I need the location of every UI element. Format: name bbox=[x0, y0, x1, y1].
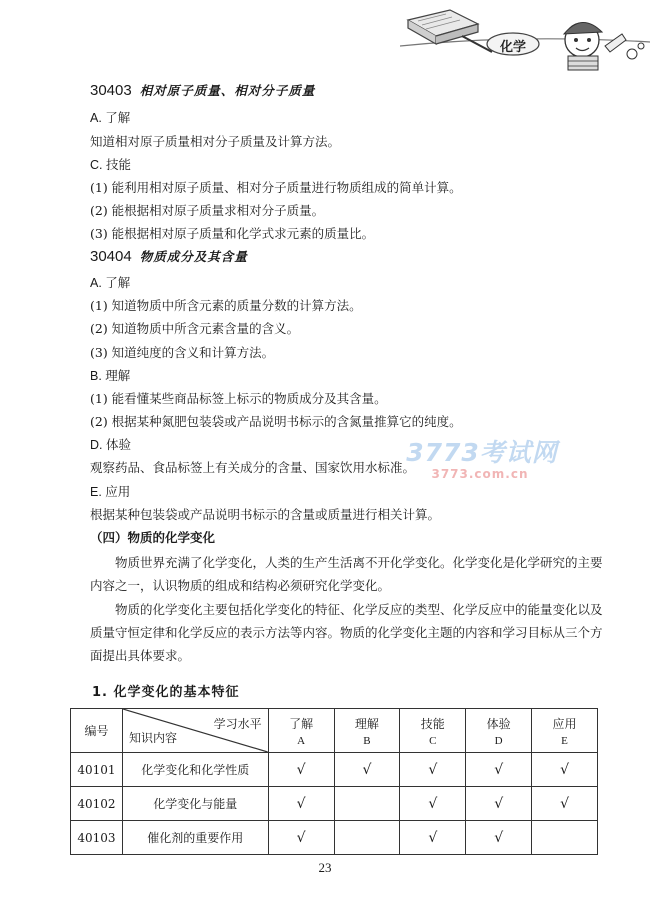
header-level-d: 体验 D bbox=[466, 709, 532, 753]
check-mark: √ bbox=[400, 753, 466, 787]
row-code: 40102 bbox=[71, 787, 123, 821]
row-content: 化学变化和化学性质 bbox=[122, 753, 268, 787]
list-item: (3) 能根据相对原子质量和化学式求元素的质量比。 bbox=[90, 226, 375, 241]
section-code: 30403 bbox=[90, 82, 132, 99]
paragraph: 物质的化学变化主要包括化学变化的特征、化学反应的类型、化学反应中的能量变化以及质量守恒定律和化学反应的表示方法等内容。物质的化学变化主题的内容和学习目标从三个方面提出具体要求。 bbox=[90, 602, 603, 663]
watermark-logo: 3773考试网 bbox=[406, 438, 558, 467]
header-diagonal bbox=[122, 709, 268, 753]
paragraph: 物质世界充满了化学变化，人类的生产生活离不开化学变化。化学变化是化学研究的主要内容之一，认识物质的组成和结构必须研究化学变化。 bbox=[90, 555, 603, 593]
level-label: E. 应用 bbox=[90, 485, 131, 499]
subject-badge: 化学 bbox=[499, 40, 526, 55]
level-label: D. 体验 bbox=[90, 438, 131, 452]
header-level-e: 应用 E bbox=[532, 709, 598, 753]
row-code: 40103 bbox=[71, 821, 123, 855]
subsection-title: 1. 化学变化的基本特征 bbox=[92, 685, 240, 700]
table-row bbox=[71, 787, 598, 821]
check-mark: √ bbox=[532, 753, 598, 787]
section-code: 30404 bbox=[90, 248, 132, 265]
list-item: (1) 知道物质中所含元素的质量分数的计算方法。 bbox=[90, 298, 362, 313]
header-level-b: 理解 B bbox=[334, 709, 400, 753]
check-mark: √ bbox=[268, 787, 334, 821]
list-item: (2) 能根据相对原子质量求相对分子质量。 bbox=[90, 203, 325, 218]
table-row bbox=[71, 753, 598, 787]
list-item: (2) 知道物质中所含元素含量的含义。 bbox=[90, 321, 300, 336]
check-mark: √ bbox=[532, 787, 598, 821]
list-item: (2) 根据某种氮肥包装袋或产品说明书标示的含氮量推算它的纯度。 bbox=[90, 414, 462, 429]
header-content: 知识内容 bbox=[128, 731, 177, 745]
header-level: 学习水平 bbox=[213, 717, 262, 731]
header-code: 编号 bbox=[71, 709, 123, 753]
section-title: 物质成分及其含量 bbox=[139, 249, 248, 264]
check-mark bbox=[532, 821, 598, 855]
check-mark: √ bbox=[400, 821, 466, 855]
check-mark: √ bbox=[466, 787, 532, 821]
section-heading-30404 bbox=[90, 249, 248, 265]
page-number: 23 bbox=[318, 860, 332, 875]
row-code: 40101 bbox=[71, 753, 123, 787]
check-mark bbox=[334, 821, 400, 855]
check-mark: √ bbox=[466, 753, 532, 787]
list-item: 根据某种包装袋或产品说明书标示的含量或质量进行相关计算。 bbox=[90, 507, 441, 522]
level-label: A. 了解 bbox=[90, 276, 131, 290]
list-item: 知道相对原子质量相对分子质量及计算方法。 bbox=[90, 134, 341, 149]
list-item: (1) 能看懂某些商品标签上标示的物质成分及其含量。 bbox=[90, 391, 387, 406]
table-row bbox=[71, 821, 598, 855]
table-header-row bbox=[71, 709, 598, 753]
list-item: (1) 能利用相对原子质量、相对分子质量进行物质组成的简单计算。 bbox=[90, 180, 462, 195]
list-item: 观察药品、食品标签上有关成分的含量、国家饮用水标准。 bbox=[90, 460, 416, 475]
row-content: 催化剂的重要作用 bbox=[122, 821, 268, 855]
level-label: C. 技能 bbox=[90, 158, 131, 172]
check-mark: √ bbox=[268, 821, 334, 855]
section-heading-30403 bbox=[90, 83, 315, 99]
check-mark: √ bbox=[400, 787, 466, 821]
check-mark: √ bbox=[268, 753, 334, 787]
section-title: 相对原子质量、相对分子质量 bbox=[139, 83, 316, 98]
cartoon-student-icon bbox=[564, 22, 644, 70]
level-label: A. 了解 bbox=[90, 111, 131, 125]
header-level-c: 技能 C bbox=[400, 709, 466, 753]
check-mark bbox=[334, 787, 400, 821]
objectives-table bbox=[70, 708, 598, 855]
check-mark: √ bbox=[466, 821, 532, 855]
check-mark: √ bbox=[334, 753, 400, 787]
level-label: B. 理解 bbox=[90, 369, 131, 383]
watermark-url: 3773.com.cn bbox=[431, 467, 529, 481]
header-level-a: 了解 A bbox=[268, 709, 334, 753]
open-book-icon bbox=[408, 10, 492, 52]
list-item: (3) 知道纯度的含义和计算方法。 bbox=[90, 345, 275, 360]
row-content: 化学变化与能量 bbox=[122, 787, 268, 821]
chapter-title: （四）物质的化学变化 bbox=[90, 530, 216, 545]
